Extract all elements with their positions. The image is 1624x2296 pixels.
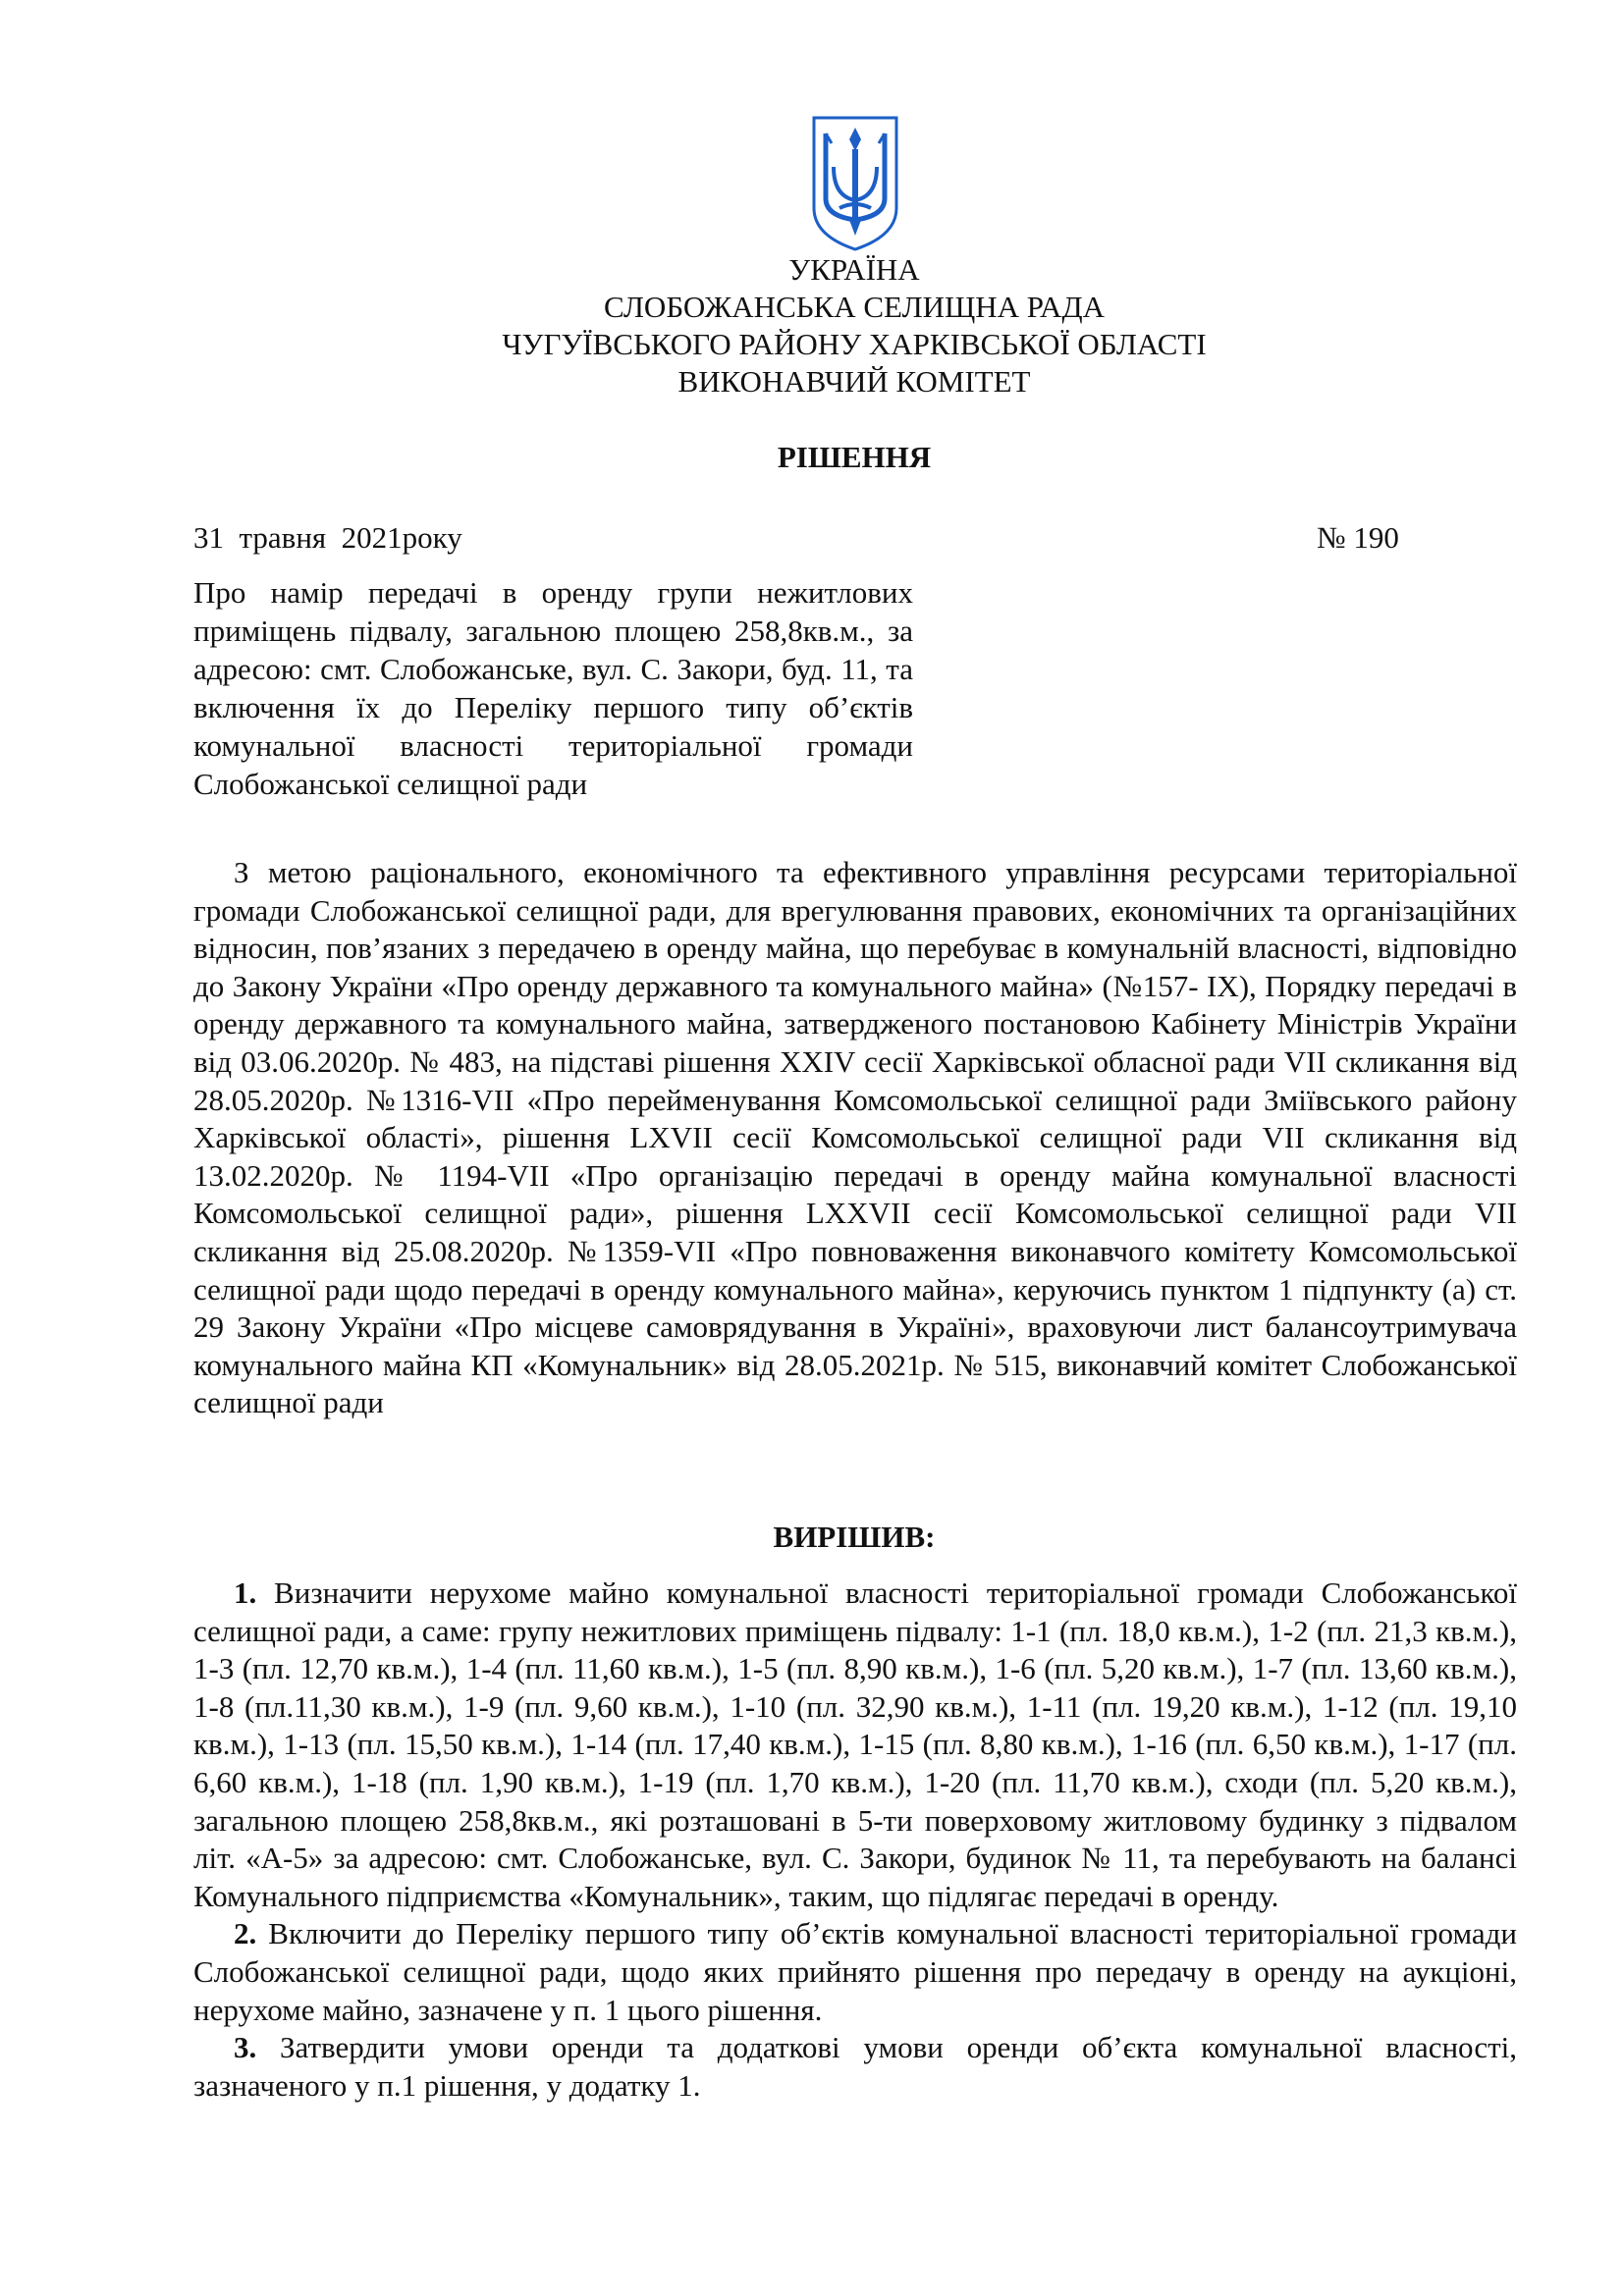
item-text: Включити до Переліку першого типу об’єктів комунальної власності територіальної громади Слобожанської селищної ради, щодо яких прийнято рішення про передачу в оренду на аукціоні, нерухоме майно, зазначене у п. 1 цього рішення. [193, 1916, 1517, 2027]
council-name: СЛОБОЖАНСЬКА СЕЛИЩНА РАДА [604, 290, 1105, 324]
decision-item [193, 2029, 1517, 2105]
item-number: 3. [234, 2030, 257, 2065]
document-number: № 190 [1317, 520, 1399, 555]
document-date: 31 травня 2021року [193, 520, 462, 555]
preamble-paragraph: З метою раціонального, економічного та ефективного управління ресурсами територіальної громади Слобожанської селищної ради, для врегулювання правових, економічних та організаційних відносин, пов’язаних з передачею в оренду майна, що перебуває в комунальній власності, відповідно до Закону України «Про оренду державного та комунального майна» (№157- IX), Порядку передачі в оренду державного та комунального майна, затвердженого постановою Кабінету Міністрів України від 03.06.2020р. № 483, на підставі рішення XXIV сесії Харківської обласної ради VII скликання від 28.05.2020р. №1316-VII «Про перейменування Комсомольської селищної ради Зміївського району Харківської області», рішення LXVII сесії Комсомольської селищної ради VII скликання від 13.02.2020р. № 1194-VII «Про організацію передачі в оренду майна комунальної власності Комсомольської селищної ради», рішення LXXVII сесії Комсомольської селищної ради VII скликання від 25.08.2020р. №1359-VII «Про повноваження виконавчого комітету Комсомольської селищної ради щодо передачі в оренду комунального майна», керуючись пунктом 1 підпункту (а) ст. 29 Закону України «Про місцеве самоврядування в Україні», враховуючи лист балансоутримувача комунального майна КП «Комунальник» від 28.05.2021р. № 515, виконавчий комітет Слобожанської селищної ради [193, 855, 1517, 1420]
committee-name: ВИКОНАВЧИЙ КОМІТЕТ [677, 364, 1031, 399]
item-text: Затвердити умови оренди та додаткові умови оренди об’єкта комунальної власності, зазначеного у п.1 рішення, у додатку 1. [193, 2030, 1517, 2103]
document-title: РІШЕННЯ [777, 440, 932, 474]
document-subject: Про намір передачі в оренду групи нежитлових приміщень підвалу, загальною площею 258,8кв.м., за адресою: смт. Слобожанське, вул. С. Закори, буд. 11, та включення їх до Переліку першого типу об’єктів комунальної власності територіальної громади Слобожанської селищної ради [193, 575, 913, 801]
district-name: ЧУГУЇВСЬКОГО РАЙОНУ ХАРКІВСЬКОЇ ОБЛАСТІ [502, 327, 1207, 361]
item-text: Визначити нерухоме майно комунальної власності територіальної громади Слобожанської селищної ради, а саме: групу нежитлових приміщень підвалу: 1-1 (пл. 18,0 кв.м.), 1-2 (пл. 21,3 кв.м.), 1-3 (пл. 12,70 кв.м.), 1-4 (пл. 11,60 кв.м.), 1-5 (пл. 8,90 кв.м.), 1-6 (пл. 5,20 кв.м.), 1-7 (пл. 13,60 кв.м.), 1-8 (пл.11,30 кв.м.), 1-9 (пл. 9,60 кв.м.), 1-10 (пл. 32,90 кв.м.), 1-11 (пл. 19,20 кв.м.), 1-12 (пл. 19,10 кв.м.), 1-13 (пл. 15,50 кв.м.), 1-14 (пл. 17,40 кв.м.), 1-15 (пл. 8,80 кв.м.), 1-16 (пл. 6,50 кв.м.), 1-17 (пл. 6,60 кв.м.), 1-18 (пл. 1,90 кв.м.), 1-19 (пл. 1,70 кв.м.), 1-20 (пл. 11,70 кв.м.), сходи (пл. 5,20 кв.м.), загальною площею 258,8кв.м., які розташовані в 5-ти поверховому житловому будинку з підвалом літ. «А-5» за адресою: смт. Слобожанське, вул. С. Закори, будинок № 11, та перебувають на балансі Комунального підприємства «Комунальник», таким, що підлягає передачі в оренду. [193, 1575, 1517, 1913]
decision-items [193, 1575, 1517, 2105]
decision-heading: ВИРІШИВ: [773, 1520, 936, 1554]
decision-item [193, 1915, 1517, 2029]
trident-coat-of-arms-icon [810, 114, 900, 253]
decision-item [193, 1575, 1517, 1915]
item-number: 1. [234, 1575, 257, 1610]
item-number: 2. [234, 1916, 257, 1951]
country-name: УКРАЇНА [788, 252, 920, 287]
document-header [0, 251, 1624, 400]
